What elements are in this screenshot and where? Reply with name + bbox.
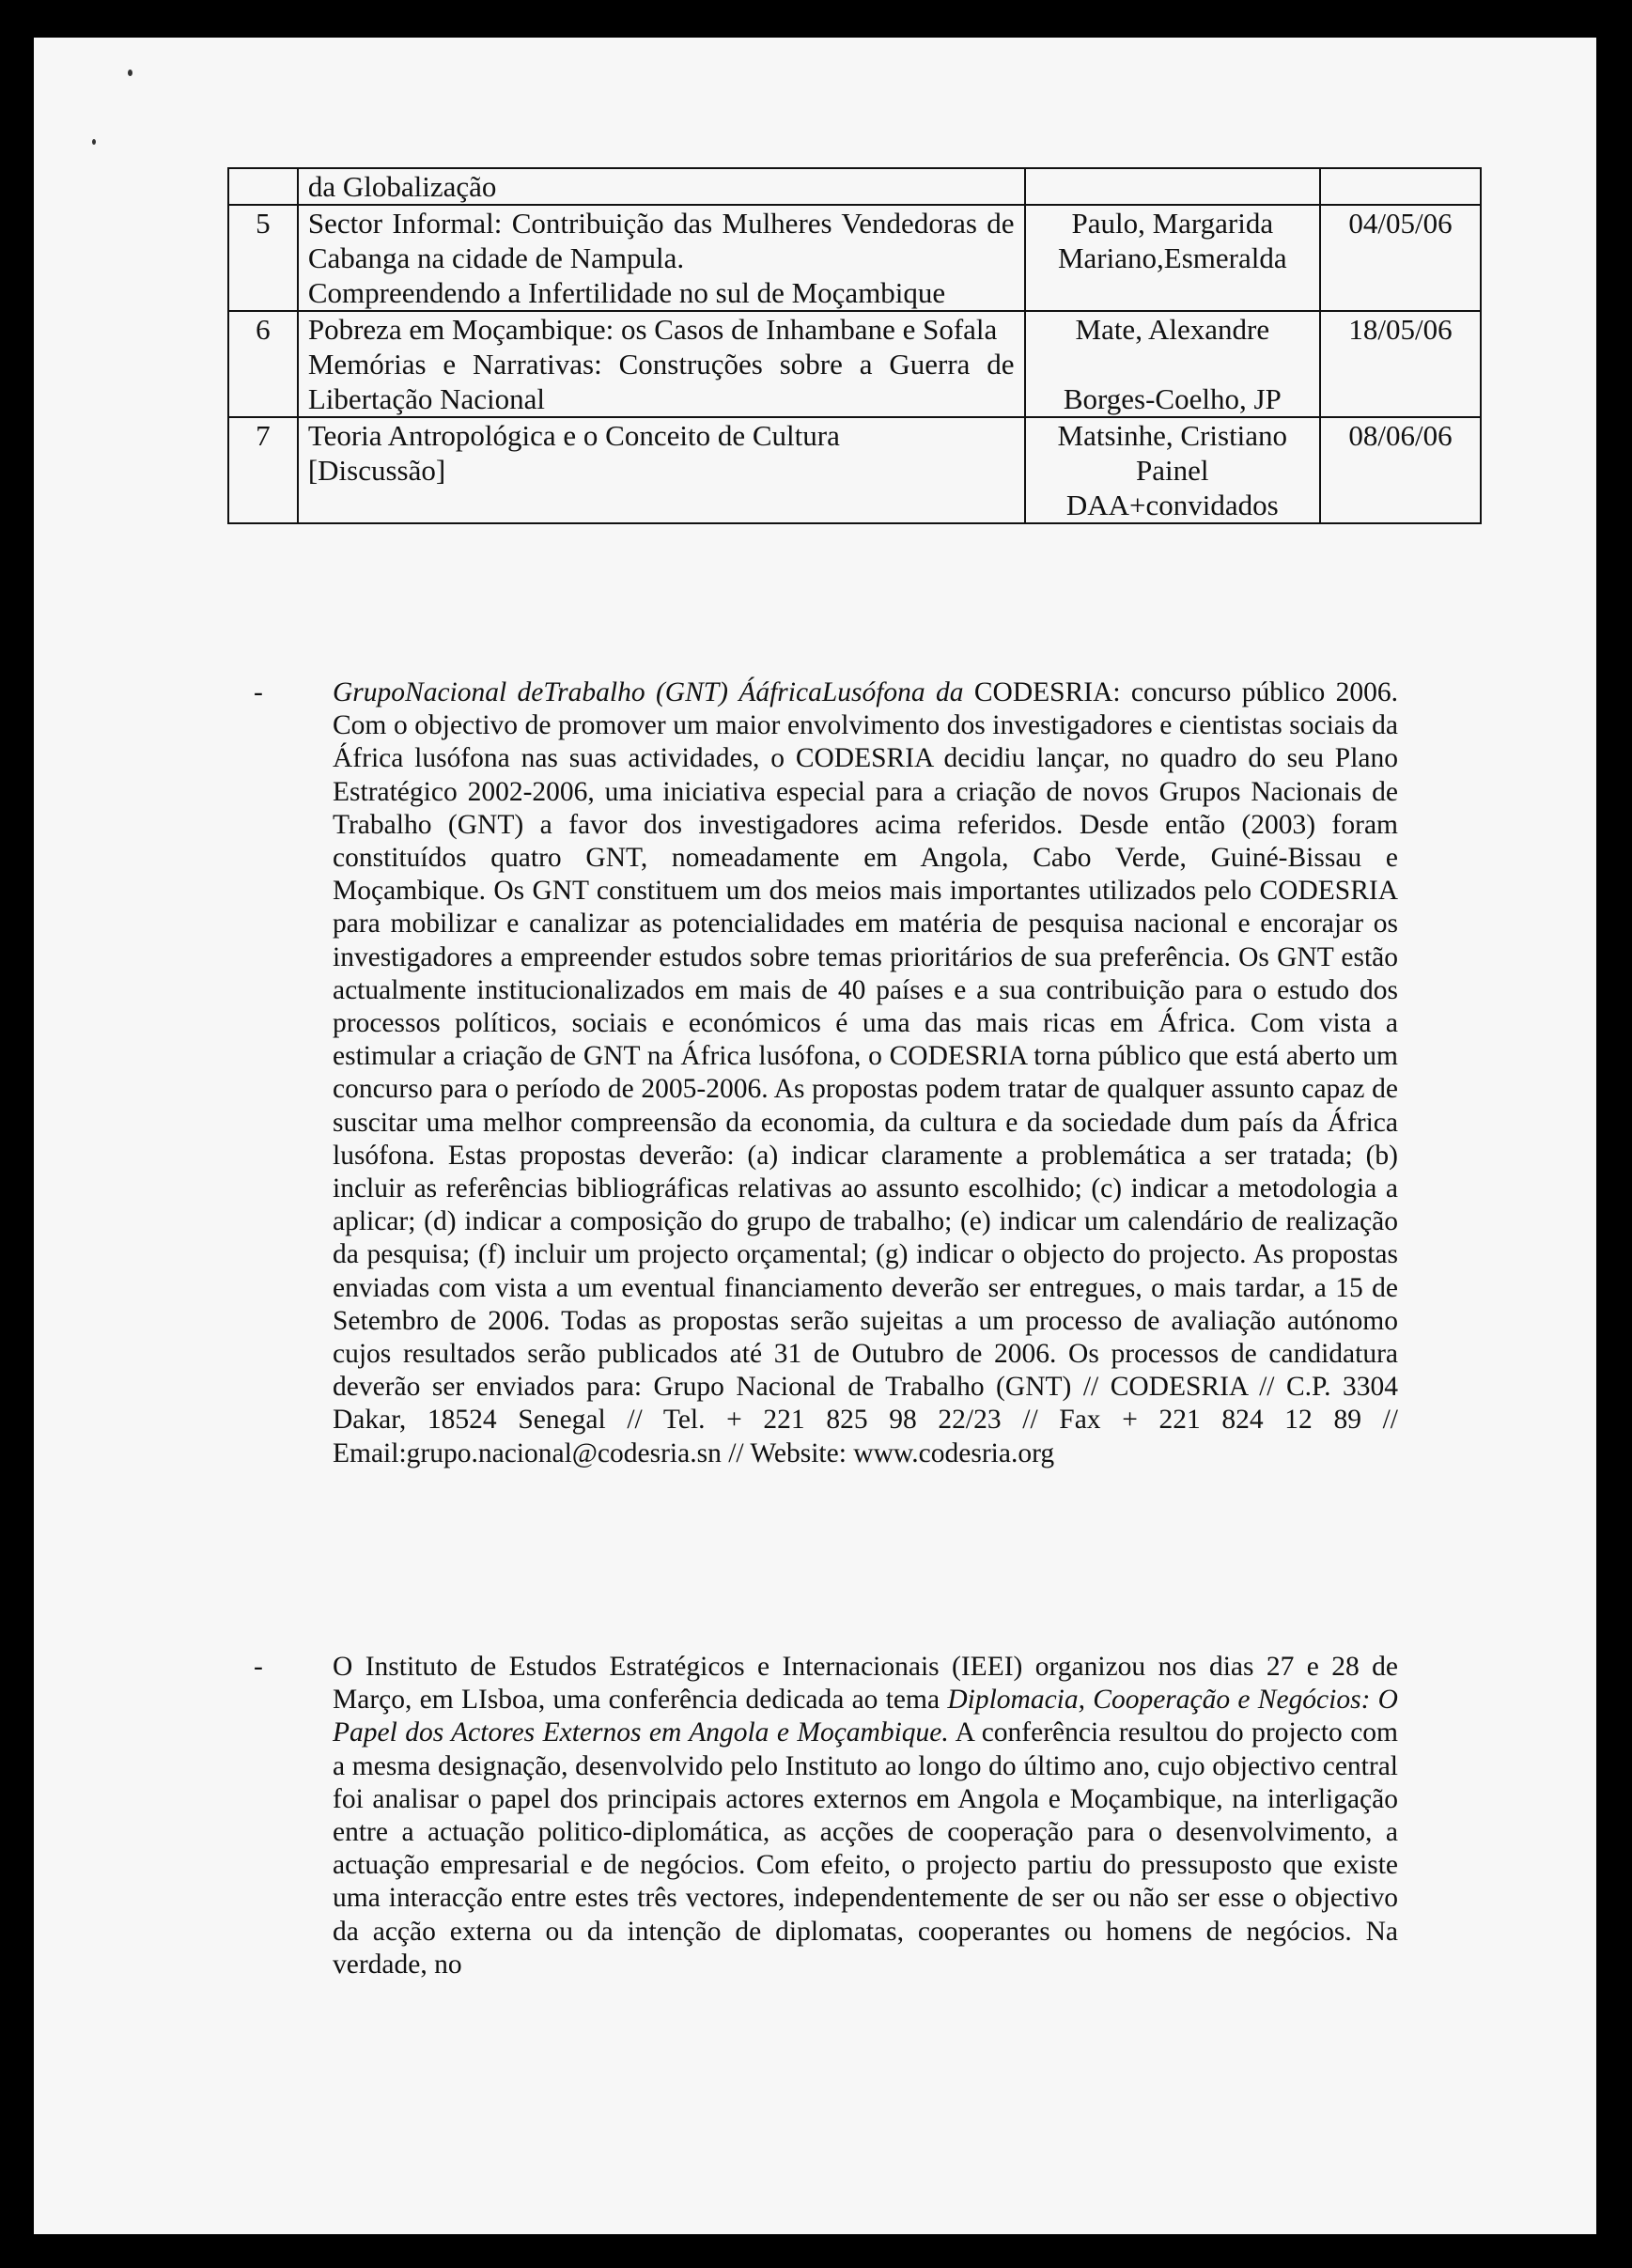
paragraph-body [333,1651,1398,1981]
author-line: Mariano,Esmeralda [1057,241,1287,274]
topic-line: Memórias e Narrativas: Construções sobre a Guerra de Libertação Nacional [307,348,1015,415]
table-row [228,205,1481,311]
author-line: Painel [1136,454,1209,487]
row-number: 6 [228,311,298,417]
bullet-paragraph-codesria [254,676,1398,1470]
bullet-dash: - [254,677,263,707]
row-number [228,168,298,205]
row-topic [298,205,1025,311]
row-author [1025,417,1321,523]
author-line [1035,347,1311,381]
table-row [228,168,1481,205]
row-date: 18/05/06 [1320,311,1481,417]
scan-speck [92,139,96,145]
row-topic [298,311,1025,417]
topic-line: [Discussão] [307,454,446,487]
author-line: Matsinhe, Cristiano [1057,419,1288,452]
row-topic [298,168,1025,205]
italic-lead: GrupoNacional deTrabalho (GNT) ÁáfricaLusófona da [333,677,964,707]
topic-line: Teoria Antropológica e o Conceito de Cultura [307,419,840,452]
row-author [1025,168,1321,205]
paragraph-text: A conferência resultou do projecto com a mesma designação, desenvolvido pelo Instituto ao longo do último ano, cujo objectivo central foi analisar o papel dos principais actores externos em Angola e Moçambique, na interligação entre a actuação politico-diplomática, as acções de cooperação para o desenvolvimento, a actuação empresarial e de negócios. Com efeito, o projecto partiu do pressuposto que existe uma interacção entre estes três vectores, independentemente de ser ou não ser esse o objectivo da acção externa ou da intenção de diplomatas, cooperantes ou homens de negócios. Na verdade, no [333,1717,1399,1980]
table-row [228,311,1481,417]
paragraph-text: O Instituto de Estudos Estratégicos e Internacionais (IEEI) organizou nos dias 27 e 28 de Março, em LIsboa, uma conferência dedicada ao tema [333,1652,1398,1716]
bullet-paragraph-ieei [254,1651,1398,1981]
paragraph-body [333,676,1398,1470]
bullet-dash: - [254,1652,263,1682]
row-number: 7 [228,417,298,523]
table-row [228,417,1481,523]
topic-line: Pobreza em Moçambique: os Casos de Inhambane e Sofala [307,313,998,346]
author-line: Paulo, Margarida [1071,207,1274,240]
topic-line: Sector Informal: Contribuição das Mulheres Vendedoras de Cabanga na cidade de Nampula. [307,207,1015,274]
row-date: 08/06/06 [1320,417,1481,523]
row-number: 5 [228,205,298,311]
row-date: 04/05/06 [1320,205,1481,311]
row-author [1025,205,1321,311]
author-line: DAA+convidados [1065,489,1279,521]
author-line: Borges-Coelho, JP [1063,382,1282,415]
row-topic [298,417,1025,523]
row-author [1025,311,1321,417]
seminar-schedule-table [227,167,1482,524]
row-date [1320,168,1481,205]
italic-title: Diplomacia, Cooperação e Negócios: O Papel dos Actores Externos em Angola e Moçambique. [333,1685,1398,1748]
topic-line: da Globalização [307,170,497,203]
paragraph-text: CODESRIA: concurso público 2006. Com o objectivo de promover um maior envolvimento dos investigadores e cientistas sociais da África lusófona nas suas actividades, o CODESRIA decidiu lançar, no quadro do seu Plano Estratégico 2002-2006, uma iniciativa especial para a criação de novos Grupos Nacionais de Trabalho (GNT) a favor dos investigadores acima referidos. Desde então (2003) foram constituídos quatro GNT, nomeadamente em Angola, Cabo Verde, Guiné-Bissau e Moçambique. Os GNT constituem um dos meios mais importantes utilizados pelo CODESRIA para mobilizar e canalizar as potencialidades em matéria de pesquisa nacional e encorajar os investigadores a empreender estudos sobre temas prioritários de sua preferência. Os GNT estão actualmente institucionalizados em mais de 40 países e a sua contribuição para o estudo dos processos políticos, sociais e económicos é uma das mais ricas em África. Com vista a estimular a criação de GNT na África lusófona, o CODESRIA torna público que está aberto um concurso para o período de 2005-2006. As propostas podem tratar de qualquer assunto capaz de suscitar uma melhor compreensão da economia, da cultura e da sociedade dum país da África lusófona. Estas propostas deverão: (a) indicar claramente a problemática a ser tratada; (b) incluir as referências bibliográficas relativas ao assunto escolhido; (c) indicar a metodologia a aplicar; (d) indicar a composição do grupo de trabalho; (e) indicar um calendário de realização da pesquisa; (f) incluir um projecto orçamental; (g) indicar o objecto do projecto. As propostas enviadas com vista a um eventual financiamento deverão ser entregues, o mais tardar, a 15 de Setembro de 2006. Todas as propostas serão sujeitas a um processo de avaliação autónomo cujos resultados serão publicados até 31 de Outubro de 2006. Os processos de candidatura deverão ser enviados para: Grupo Nacional de Trabalho (GNT) // CODESRIA // C.P. 3304 Dakar, 18524 Senegal // Tel. + 221 825 98 22/23 // Fax + 221 824 12 89 // Email:grupo.nacional@codesria.sn // Website: www.codesria.org [333,677,1398,1468]
author-line: Mate, Alexandre [1075,313,1270,346]
topic-line: Compreendendo a Infertilidade no sul de Moçambique [307,276,946,309]
scan-speck [128,70,132,76]
